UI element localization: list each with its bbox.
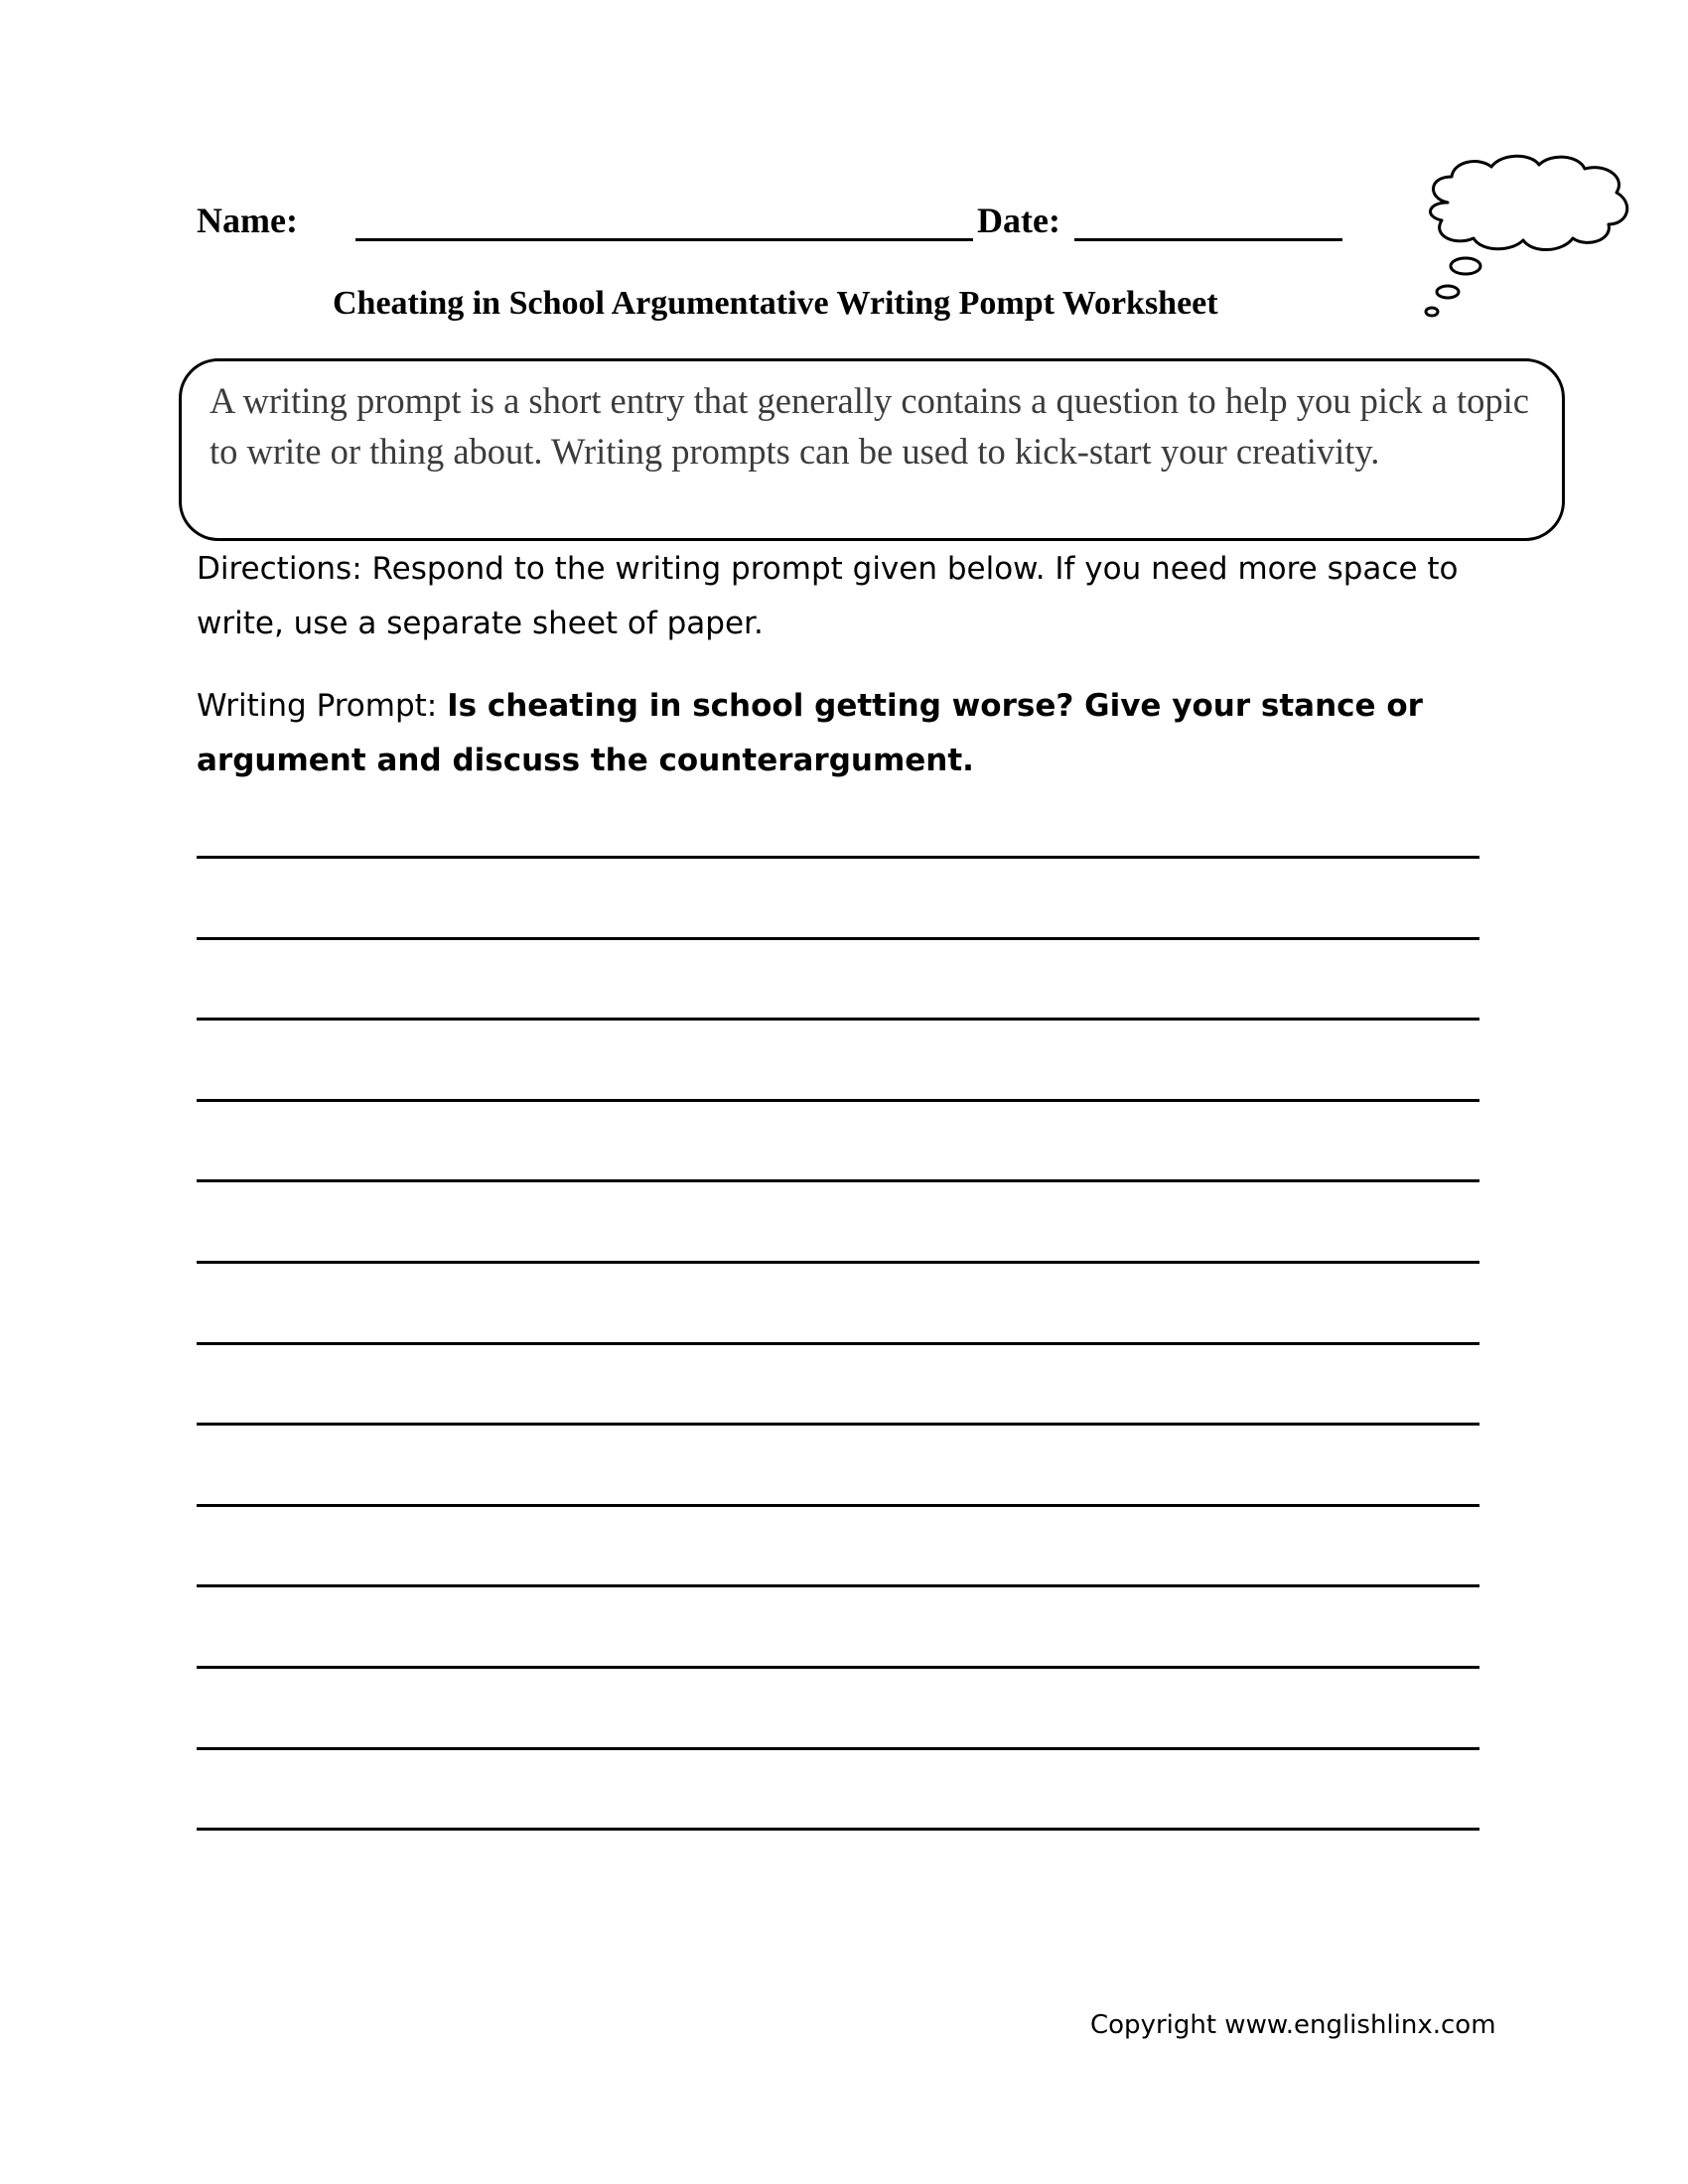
copyright-text: Copyright www.englishlinx.com <box>1090 2010 1496 2040</box>
worksheet-title: Cheating in School Argumentative Writing Pompt Worksheet <box>333 285 1218 322</box>
writing-prompt-question: Is cheating in school getting worse? Give your stance or argument and discuss the counterargument. <box>197 688 1423 778</box>
writing-prompt <box>197 679 1487 788</box>
date-field[interactable] <box>1074 238 1342 241</box>
thought-bubble-icon <box>1418 151 1636 322</box>
answer-line[interactable] <box>197 1747 1479 1750</box>
date-label: Date: <box>977 201 1060 240</box>
intro-box <box>179 358 1565 541</box>
answer-line[interactable] <box>197 937 1479 940</box>
writing-prompt-label: Writing Prompt: <box>197 688 448 724</box>
answer-line[interactable] <box>197 1666 1479 1669</box>
answer-line[interactable] <box>197 1179 1479 1182</box>
answer-line[interactable] <box>197 1423 1479 1426</box>
answer-line[interactable] <box>197 1261 1479 1264</box>
answer-line[interactable] <box>197 1018 1479 1021</box>
name-field[interactable] <box>355 238 973 241</box>
intro-text: A writing prompt is a short entry that generally contains a question to help you pick a topic to write or thing about. Writing prompts can be used to kick-start your creativity. <box>210 380 1529 472</box>
answer-line[interactable] <box>197 1828 1479 1831</box>
answer-line[interactable] <box>197 856 1479 859</box>
answer-line[interactable] <box>197 1099 1479 1102</box>
header-row <box>197 195 1348 246</box>
answer-line[interactable] <box>197 1584 1479 1587</box>
directions-text: Directions: Respond to the writing prompt given below. If you need more space to write, use a separate sheet of paper. <box>197 551 1459 641</box>
name-label: Name: <box>197 201 298 240</box>
answer-line[interactable] <box>197 1504 1479 1507</box>
answer-line[interactable] <box>197 1342 1479 1345</box>
